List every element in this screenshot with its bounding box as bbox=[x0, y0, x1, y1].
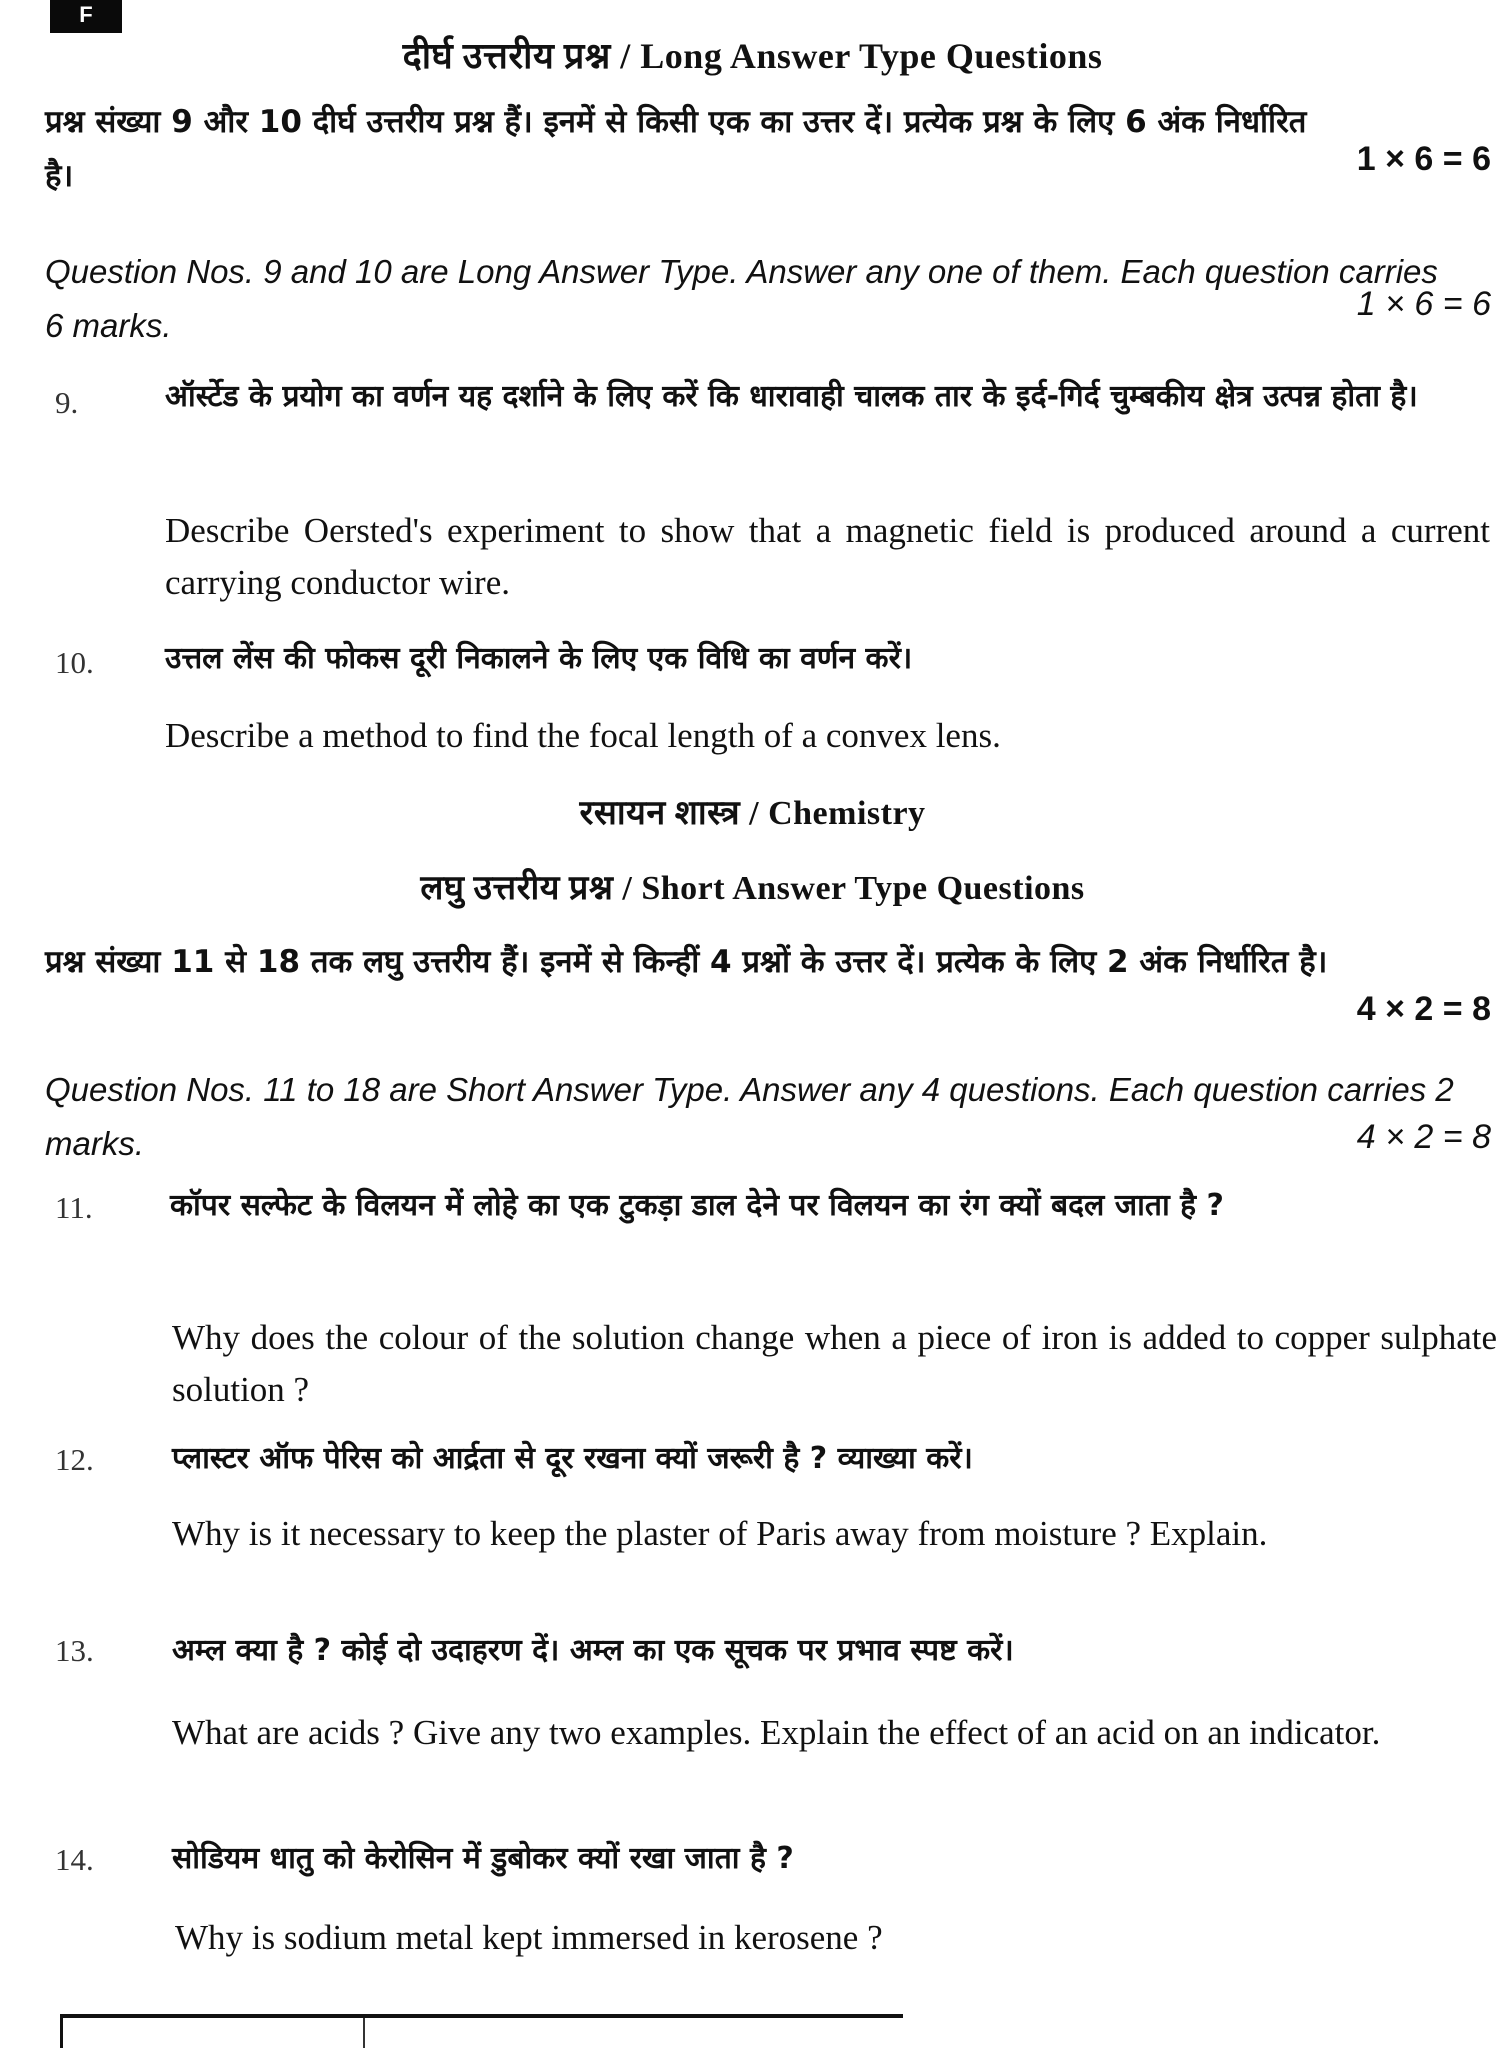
question-english: Why does the colour of the solution change when a piece of iron is added to copper sulphate solution ? bbox=[172, 1318, 1497, 1409]
question-english: What are acids ? Give any two examples. Explain the effect of an acid on an indicator. bbox=[172, 1713, 1381, 1752]
short-answer-instruction-english: Question Nos. 11 to 18 are Short Answer Type. Answer any 4 questions. Each question carries 2 marks. bbox=[45, 1071, 1454, 1162]
short-answer-marks-hindi: 4 × 2 = 8 bbox=[1356, 990, 1491, 1028]
question-number: 10. bbox=[55, 645, 94, 680]
footer-divider bbox=[363, 2018, 365, 2048]
question-english: Why is sodium metal kept immersed in kerosene ? bbox=[175, 1918, 883, 1957]
chemistry-heading: रसायन शास्त्र / Chemistry bbox=[579, 795, 926, 832]
question-hindi: ऑर्स्टेड के प्रयोग का वर्णन यह दर्शाने के लिए करें कि धारावाही चालक तार के इर्द-गिर्द चुम्बकीय क्षेत्र उत्पन्न होता है। bbox=[165, 379, 1418, 414]
page-marker: F bbox=[50, 0, 122, 33]
long-answer-instruction-english: Question Nos. 9 and 10 are Long Answer Type. Answer any one of them. Each question carries 6 marks. bbox=[45, 253, 1438, 344]
question-number: 13. bbox=[55, 1633, 94, 1668]
long-answer-heading: दीर्घ उत्तरीय प्रश्न / Long Answer Type Questions bbox=[402, 36, 1103, 76]
question-number: 11. bbox=[55, 1190, 93, 1225]
short-answer-instruction-hindi: प्रश्न संख्या 11 से 18 तक लघु उत्तरीय हैं। इनमें से किन्हीं 4 प्रश्नों के उत्तर दें। प्रत्येक के लिए 2 अंक निर्धारित है। bbox=[45, 944, 1328, 980]
short-answer-heading: लघु उत्तरीय प्रश्न / Short Answer Type Questions bbox=[420, 870, 1085, 907]
question-number: 14. bbox=[55, 1842, 94, 1877]
question-hindi: प्लास्टर ऑफ पेरिस को आर्द्रता से दूर रखना क्यों जरूरी है ? व्याख्या करें। bbox=[172, 1441, 973, 1476]
question-hindi: अम्ल क्या है ? कोई दो उदाहरण दें। अम्ल का एक सूचक पर प्रभाव स्पष्ट करें। bbox=[172, 1633, 1014, 1668]
question-hindi: उत्तल लेंस की फोकस दूरी निकालने के लिए एक विधि का वर्णन करें। bbox=[165, 641, 913, 676]
question-number: 12. bbox=[55, 1442, 94, 1477]
question-english: Describe Oersted's experiment to show that a magnetic field is produced around a current carrying conductor wire. bbox=[165, 511, 1490, 602]
question-hindi: कॉपर सल्फेट के विलयन में लोहे का एक टुकड़ा डाल देने पर विलयन का रंग क्यों बदल जाता है ? bbox=[170, 1188, 1224, 1223]
footer-code-box bbox=[60, 2014, 903, 2048]
long-answer-marks-hindi: 1 × 6 = 6 bbox=[1356, 140, 1491, 178]
question-number: 9. bbox=[55, 385, 79, 420]
short-answer-marks-english: 4 × 2 = 8 bbox=[1356, 1118, 1491, 1156]
question-hindi: सोडियम धातु को केरोसिन में डुबोकर क्यों रखा जाता है ? bbox=[172, 1841, 794, 1876]
question-english: Describe a method to find the focal length of a convex lens. bbox=[165, 716, 1001, 755]
long-answer-marks-english: 1 × 6 = 6 bbox=[1356, 285, 1491, 323]
long-answer-instruction-hindi: प्रश्न संख्या 9 और 10 दीर्घ उत्तरीय प्रश्न हैं। इनमें से किसी एक का उत्तर दें। प्रत्येक प्रश्न के लिए 6 अंक निर्धारित है। bbox=[45, 104, 1307, 194]
question-english: Why is it necessary to keep the plaster of Paris away from moisture ? Explain. bbox=[172, 1514, 1268, 1553]
